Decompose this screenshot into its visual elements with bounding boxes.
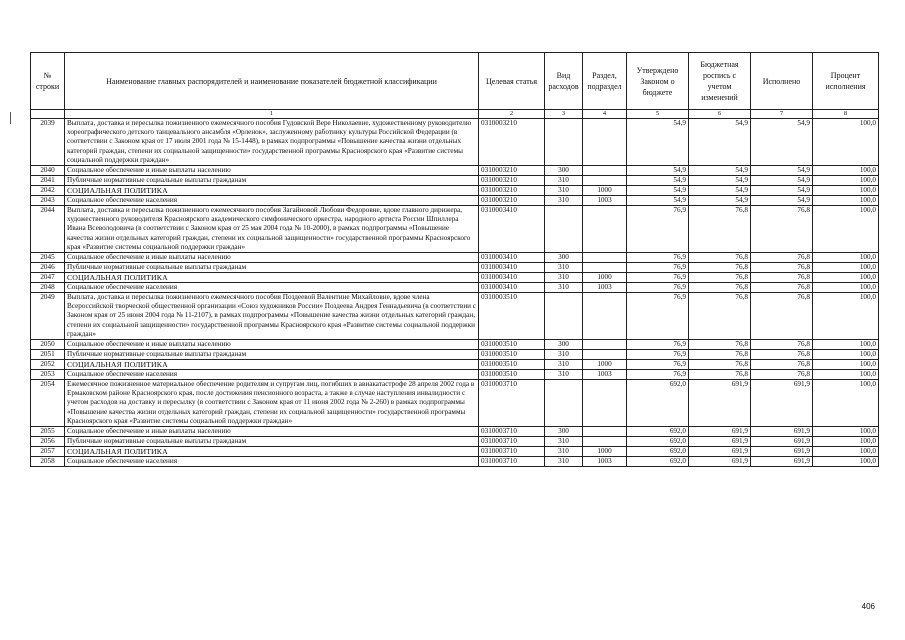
- expense-type-cell: 310: [545, 196, 583, 206]
- schedule-cell: 76,8: [689, 253, 751, 263]
- executed-cell: 54,9: [751, 166, 813, 176]
- approved-cell: 76,9: [627, 273, 689, 283]
- expense-type-cell: 310: [545, 350, 583, 360]
- column-number-cell: 6: [689, 110, 751, 119]
- executed-cell: 54,9: [751, 186, 813, 196]
- executed-cell: 54,9: [751, 119, 813, 166]
- header-expense-type: Вид расходов: [545, 53, 583, 110]
- executed-cell: 691,9: [751, 437, 813, 447]
- schedule-cell: 76,8: [689, 360, 751, 370]
- expense-type-cell: 310: [545, 370, 583, 380]
- executed-cell: 76,8: [751, 293, 813, 340]
- section-cell: 1000: [583, 360, 627, 370]
- name-cell: Социальное обеспечение населения: [65, 457, 479, 467]
- target-article-cell: 0310003510: [479, 293, 545, 340]
- table-row: [31, 186, 879, 196]
- row-number-cell: 2046: [31, 263, 65, 273]
- section-cell: 1000: [583, 447, 627, 457]
- row-number-cell: 2044: [31, 206, 65, 253]
- schedule-cell: 691,9: [689, 380, 751, 427]
- approved-cell: 76,9: [627, 283, 689, 293]
- approved-cell: 692,0: [627, 380, 689, 427]
- table-row: [31, 273, 879, 283]
- table-row: [31, 176, 879, 186]
- approved-cell: 54,9: [627, 196, 689, 206]
- percent-cell: 100,0: [813, 206, 879, 253]
- header-target-article: Целевая статья: [479, 53, 545, 110]
- header-executed: Исполнено: [751, 53, 813, 110]
- percent-cell: 100,0: [813, 360, 879, 370]
- schedule-cell: 54,9: [689, 166, 751, 176]
- name-cell: Социальное обеспечение и иные выплаты населению: [65, 340, 479, 350]
- name-cell: Выплата, доставка и пересылка пожизненного ежемесячного пособия Поздеевой Валентине Михайловне, вдове члена Всероссийской творческой общественной организации «Союз художников России» Поздеева Андрея Геннадьевича (в соответствии с Законом края от 25 июня 2004 года № 11-2107), в рамках подпрограммы «Повышение качества жизни отдельных категорий граждан, степени их социальной защищенности» государственной программы Красноярского края «Развитие системы социальной поддержки граждан»: [65, 293, 479, 340]
- row-number-cell: 2051: [31, 350, 65, 360]
- page-number: 406: [861, 602, 875, 611]
- row-number-cell: 2048: [31, 283, 65, 293]
- target-article-cell: 0310003710: [479, 447, 545, 457]
- section-cell: [583, 166, 627, 176]
- target-article-cell: 0310003710: [479, 380, 545, 427]
- table-row: [31, 380, 879, 427]
- section-cell: [583, 350, 627, 360]
- target-article-cell: 0310003510: [479, 370, 545, 380]
- header-name: Наименование главных распорядителей и наименование показателей бюджетной классификации: [65, 53, 479, 110]
- table-row: [31, 457, 879, 467]
- approved-cell: 54,9: [627, 166, 689, 176]
- schedule-cell: 54,9: [689, 186, 751, 196]
- expense-type-cell: 310: [545, 186, 583, 196]
- schedule-cell: 691,9: [689, 427, 751, 437]
- executed-cell: 76,8: [751, 206, 813, 253]
- table-row: [31, 293, 879, 340]
- row-number-cell: 2045: [31, 253, 65, 263]
- executed-cell: 76,8: [751, 370, 813, 380]
- row-number-cell: 2052: [31, 360, 65, 370]
- percent-cell: 100,0: [813, 380, 879, 427]
- row-number-cell: 2053: [31, 370, 65, 380]
- row-number-cell: 2042: [31, 186, 65, 196]
- schedule-cell: 76,8: [689, 293, 751, 340]
- approved-cell: 692,0: [627, 447, 689, 457]
- executed-cell: 691,9: [751, 447, 813, 457]
- table-row: [31, 340, 879, 350]
- percent-cell: 100,0: [813, 263, 879, 273]
- section-cell: [583, 340, 627, 350]
- name-cell: Социальное обеспечение населения: [65, 370, 479, 380]
- schedule-cell: 691,9: [689, 447, 751, 457]
- target-article-cell: 0310003210: [479, 176, 545, 186]
- name-cell: Выплата, доставка и пересылка пожизненного ежемесячного пособия Гудовской Вере Николаевне, художественному руководителю хореографического детского танцевального ансамбля «Орленок», заслуженному работнику культуры Российской Федерации (в соответствии с Законом края от 17 июля 2001 года № 15-1448), в рамках подпрограммы «Повышение качества жизни отдельных категорий граждан, степени их социальной защищенности» государственной программы Красноярского края «Развитие системы социальной поддержки граждан»: [65, 119, 479, 166]
- approved-cell: 54,9: [627, 119, 689, 166]
- table-row: [31, 119, 879, 166]
- schedule-cell: 76,8: [689, 340, 751, 350]
- executed-cell: 76,8: [751, 360, 813, 370]
- section-cell: [583, 437, 627, 447]
- name-cell: СОЦИАЛЬНАЯ ПОЛИТИКА: [65, 273, 479, 283]
- approved-cell: 76,9: [627, 360, 689, 370]
- schedule-cell: 76,8: [689, 283, 751, 293]
- approved-cell: 692,0: [627, 437, 689, 447]
- table-row: [31, 196, 879, 206]
- column-number-cell: 2: [479, 110, 545, 119]
- table-row: [31, 370, 879, 380]
- header-row-number: № строки: [31, 53, 65, 110]
- section-cell: 1003: [583, 196, 627, 206]
- row-number-cell: 2054: [31, 380, 65, 427]
- section-cell: [583, 119, 627, 166]
- percent-cell: 100,0: [813, 283, 879, 293]
- expense-type-cell: [545, 206, 583, 253]
- percent-cell: 100,0: [813, 340, 879, 350]
- approved-cell: 76,9: [627, 340, 689, 350]
- section-cell: 1003: [583, 370, 627, 380]
- schedule-cell: 54,9: [689, 196, 751, 206]
- expense-type-cell: 310: [545, 447, 583, 457]
- table-row: [31, 253, 879, 263]
- table-row: [31, 437, 879, 447]
- margin-mark: [10, 112, 11, 124]
- name-cell: Социальное обеспечение населения: [65, 196, 479, 206]
- approved-cell: 54,9: [627, 176, 689, 186]
- column-number-row: [31, 110, 879, 119]
- table-row: [31, 360, 879, 370]
- name-cell: Публичные нормативные социальные выплаты гражданам: [65, 350, 479, 360]
- approved-cell: 692,0: [627, 427, 689, 437]
- expense-type-cell: 310: [545, 263, 583, 273]
- target-article-cell: 0310003210: [479, 186, 545, 196]
- row-number-cell: 2047: [31, 273, 65, 283]
- target-article-cell: 0310003510: [479, 350, 545, 360]
- target-article-cell: 0310003410: [479, 253, 545, 263]
- expense-type-cell: 310: [545, 437, 583, 447]
- name-cell: СОЦИАЛЬНАЯ ПОЛИТИКА: [65, 360, 479, 370]
- target-article-cell: 0310003210: [479, 196, 545, 206]
- section-cell: 1000: [583, 273, 627, 283]
- row-number-cell: 2043: [31, 196, 65, 206]
- percent-cell: 100,0: [813, 350, 879, 360]
- row-number-cell: 2049: [31, 293, 65, 340]
- approved-cell: 54,9: [627, 186, 689, 196]
- table-row: [31, 166, 879, 176]
- percent-cell: 100,0: [813, 196, 879, 206]
- executed-cell: 54,9: [751, 176, 813, 186]
- name-cell: Социальное обеспечение и иные выплаты населению: [65, 427, 479, 437]
- percent-cell: 100,0: [813, 273, 879, 283]
- expense-type-cell: [545, 380, 583, 427]
- row-number-cell: 2050: [31, 340, 65, 350]
- name-cell: Социальное обеспечение и иные выплаты населению: [65, 253, 479, 263]
- column-number-cell: 4: [583, 110, 627, 119]
- executed-cell: 76,8: [751, 350, 813, 360]
- section-cell: [583, 206, 627, 253]
- column-number-cell: 1: [65, 110, 479, 119]
- section-cell: [583, 380, 627, 427]
- target-article-cell: 0310003410: [479, 273, 545, 283]
- row-number-cell: 2058: [31, 457, 65, 467]
- target-article-cell: 0310003510: [479, 340, 545, 350]
- percent-cell: 100,0: [813, 253, 879, 263]
- section-cell: [583, 293, 627, 340]
- table-row: [31, 350, 879, 360]
- schedule-cell: 54,9: [689, 176, 751, 186]
- percent-cell: 100,0: [813, 293, 879, 340]
- name-cell: СОЦИАЛЬНАЯ ПОЛИТИКА: [65, 186, 479, 196]
- percent-cell: 100,0: [813, 186, 879, 196]
- expense-type-cell: 300: [545, 340, 583, 350]
- name-cell: Публичные нормативные социальные выплаты гражданам: [65, 437, 479, 447]
- expense-type-cell: [545, 293, 583, 340]
- name-cell: Публичные нормативные социальные выплаты гражданам: [65, 263, 479, 273]
- schedule-cell: 76,8: [689, 263, 751, 273]
- schedule-cell: 76,8: [689, 350, 751, 360]
- schedule-cell: 76,8: [689, 370, 751, 380]
- executed-cell: 54,9: [751, 196, 813, 206]
- header-percent: Процент исполнения: [813, 53, 879, 110]
- name-cell: Социальное обеспечение и иные выплаты населению: [65, 166, 479, 176]
- schedule-cell: 691,9: [689, 437, 751, 447]
- expense-type-cell: 310: [545, 360, 583, 370]
- executed-cell: 691,9: [751, 457, 813, 467]
- target-article-cell: 0310003410: [479, 263, 545, 273]
- column-number-cell: 5: [627, 110, 689, 119]
- schedule-cell: 76,8: [689, 273, 751, 283]
- row-number-cell: 2057: [31, 447, 65, 457]
- expense-type-cell: 310: [545, 457, 583, 467]
- target-article-cell: 0310003410: [479, 283, 545, 293]
- percent-cell: 100,0: [813, 427, 879, 437]
- header-row: [31, 53, 879, 110]
- row-number-cell: 2055: [31, 427, 65, 437]
- expense-type-cell: 300: [545, 253, 583, 263]
- percent-cell: 100,0: [813, 370, 879, 380]
- name-cell: Ежемесячное пожизненное материальное обеспечение родителям и супругам лиц, погибших в авиакатастрофе 28 апреля 2002 года в Ермаковском районе Красноярского края, после достижения пенсионного возраста, а также в случае наступления инвалидности с учетом расходов на доставку и пересылку (в соответствии с Законом края от 11 июня 2002 года № 2-260) в рамках подпрограммы «Повышение качества жизни отдельных категорий граждан, степени их социальной защищенности» государственной программы Красноярского края «Развитие системы социальной поддержки граждан»: [65, 380, 479, 427]
- approved-cell: 76,9: [627, 253, 689, 263]
- expense-type-cell: 300: [545, 427, 583, 437]
- row-number-cell: 2039: [31, 119, 65, 166]
- target-article-cell: 0310003710: [479, 457, 545, 467]
- expense-type-cell: [545, 119, 583, 166]
- section-cell: [583, 176, 627, 186]
- schedule-cell: 76,8: [689, 206, 751, 253]
- section-cell: 1003: [583, 457, 627, 467]
- approved-cell: 692,0: [627, 457, 689, 467]
- section-cell: [583, 263, 627, 273]
- header-schedule: Бюджетная роспись с учетом изменений: [689, 53, 751, 110]
- table-row: [31, 283, 879, 293]
- budget-table: [30, 52, 879, 467]
- schedule-cell: 54,9: [689, 119, 751, 166]
- target-article-cell: 0310003710: [479, 437, 545, 447]
- section-cell: [583, 427, 627, 437]
- target-article-cell: 0310003410: [479, 206, 545, 253]
- approved-cell: 76,9: [627, 263, 689, 273]
- approved-cell: 76,9: [627, 350, 689, 360]
- table-row: [31, 447, 879, 457]
- executed-cell: 76,8: [751, 253, 813, 263]
- expense-type-cell: 310: [545, 176, 583, 186]
- row-number-cell: 2040: [31, 166, 65, 176]
- executed-cell: 76,8: [751, 273, 813, 283]
- approved-cell: 76,9: [627, 293, 689, 340]
- name-cell: Социальное обеспечение населения: [65, 283, 479, 293]
- schedule-cell: 691,9: [689, 457, 751, 467]
- header-approved: Утверждено Законом о бюджете: [627, 53, 689, 110]
- executed-cell: 76,8: [751, 263, 813, 273]
- executed-cell: 691,9: [751, 427, 813, 437]
- percent-cell: 100,0: [813, 119, 879, 166]
- column-number-cell: 8: [813, 110, 879, 119]
- column-number-cell: 7: [751, 110, 813, 119]
- expense-type-cell: 300: [545, 166, 583, 176]
- executed-cell: 691,9: [751, 380, 813, 427]
- percent-cell: 100,0: [813, 457, 879, 467]
- section-cell: [583, 253, 627, 263]
- name-cell: Публичные нормативные социальные выплаты гражданам: [65, 176, 479, 186]
- table-row: [31, 206, 879, 253]
- target-article-cell: 0310003510: [479, 360, 545, 370]
- percent-cell: 100,0: [813, 447, 879, 457]
- target-article-cell: 0310003710: [479, 427, 545, 437]
- percent-cell: 100,0: [813, 437, 879, 447]
- section-cell: 1003: [583, 283, 627, 293]
- header-section: Раздел, подраздел: [583, 53, 627, 110]
- section-cell: 1000: [583, 186, 627, 196]
- approved-cell: 76,9: [627, 206, 689, 253]
- executed-cell: 76,8: [751, 340, 813, 350]
- target-article-cell: 0310003210: [479, 119, 545, 166]
- table-row: [31, 263, 879, 273]
- table-row: [31, 427, 879, 437]
- row-number-cell: 2041: [31, 176, 65, 186]
- expense-type-cell: 310: [545, 283, 583, 293]
- percent-cell: 100,0: [813, 176, 879, 186]
- target-article-cell: 0310003210: [479, 166, 545, 176]
- row-number-cell: 2056: [31, 437, 65, 447]
- column-number-cell: 3: [545, 110, 583, 119]
- name-cell: Выплата, доставка и пересылка пожизненного ежемесячного пособия Загайновой Любови Федоровне, вдове главного дирижера, художественного руководителя Красноярского академического симфонического оркестра, народного артиста России Шпиллера Ивана Всеволодовича (в соответствии с Законом края от 25 мая 2004 года № 10-2000), в рамках подпрограммы «Повышение качества жизни отдельных категорий граждан, степени их социальной защищенности» государственной программы Красноярского края «Развитие системы социальной поддержки граждан»: [65, 206, 479, 253]
- column-number-cell: [31, 110, 65, 119]
- table-body: [31, 110, 879, 467]
- expense-type-cell: 310: [545, 273, 583, 283]
- executed-cell: 76,8: [751, 283, 813, 293]
- percent-cell: 100,0: [813, 166, 879, 176]
- approved-cell: 76,9: [627, 370, 689, 380]
- name-cell: СОЦИАЛЬНАЯ ПОЛИТИКА: [65, 447, 479, 457]
